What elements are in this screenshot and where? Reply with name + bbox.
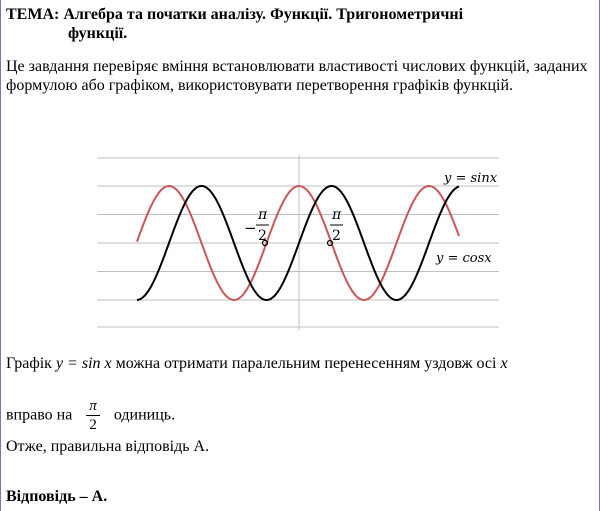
shift-fraction [86, 398, 100, 434]
sin-label: y = sinx [444, 171, 498, 186]
topic-title-line1: ТЕМА: Алгебра та початки аналізу. Функції. Тригонометричні [6, 6, 464, 23]
fraction-numerator: π [86, 398, 100, 416]
conclusion: Отже, правильна відповідь А. [6, 438, 210, 455]
explanation-text-b: можна отримати паралельним перенесенням уздовж осі [111, 355, 501, 372]
explanation-axis: x [500, 355, 508, 372]
explanation-line2 [6, 398, 175, 434]
explanation-text-a: Графік [6, 355, 56, 372]
trig-graph [97, 155, 499, 330]
neg-pi: π [258, 207, 268, 223]
cos-label: y = cosx [436, 251, 492, 266]
graph-grid [97, 158, 499, 327]
explanation-line1 [6, 355, 508, 373]
explanation-text-c: вправо на [6, 406, 73, 424]
neg-sign: − [244, 219, 257, 237]
pos-pi: π [332, 207, 342, 223]
neg-den: 2 [258, 228, 267, 244]
topic-title [6, 5, 463, 43]
explanation-text-d: одиниць. [113, 406, 176, 424]
intro-paragraph: Це завдання перевіряє вміння встановлювати властивості числових функцій, заданих формулою або графіком, використовувати перетворення графіків функцій. [6, 58, 588, 94]
left-border [0, 0, 1, 511]
fraction-denominator: 2 [89, 417, 97, 433]
explanation-expr: y = sin x [55, 355, 112, 372]
pos-den: 2 [332, 228, 341, 244]
final-answer: Відповідь – А. [6, 488, 108, 505]
topic-title-line2: функції. [68, 25, 128, 42]
